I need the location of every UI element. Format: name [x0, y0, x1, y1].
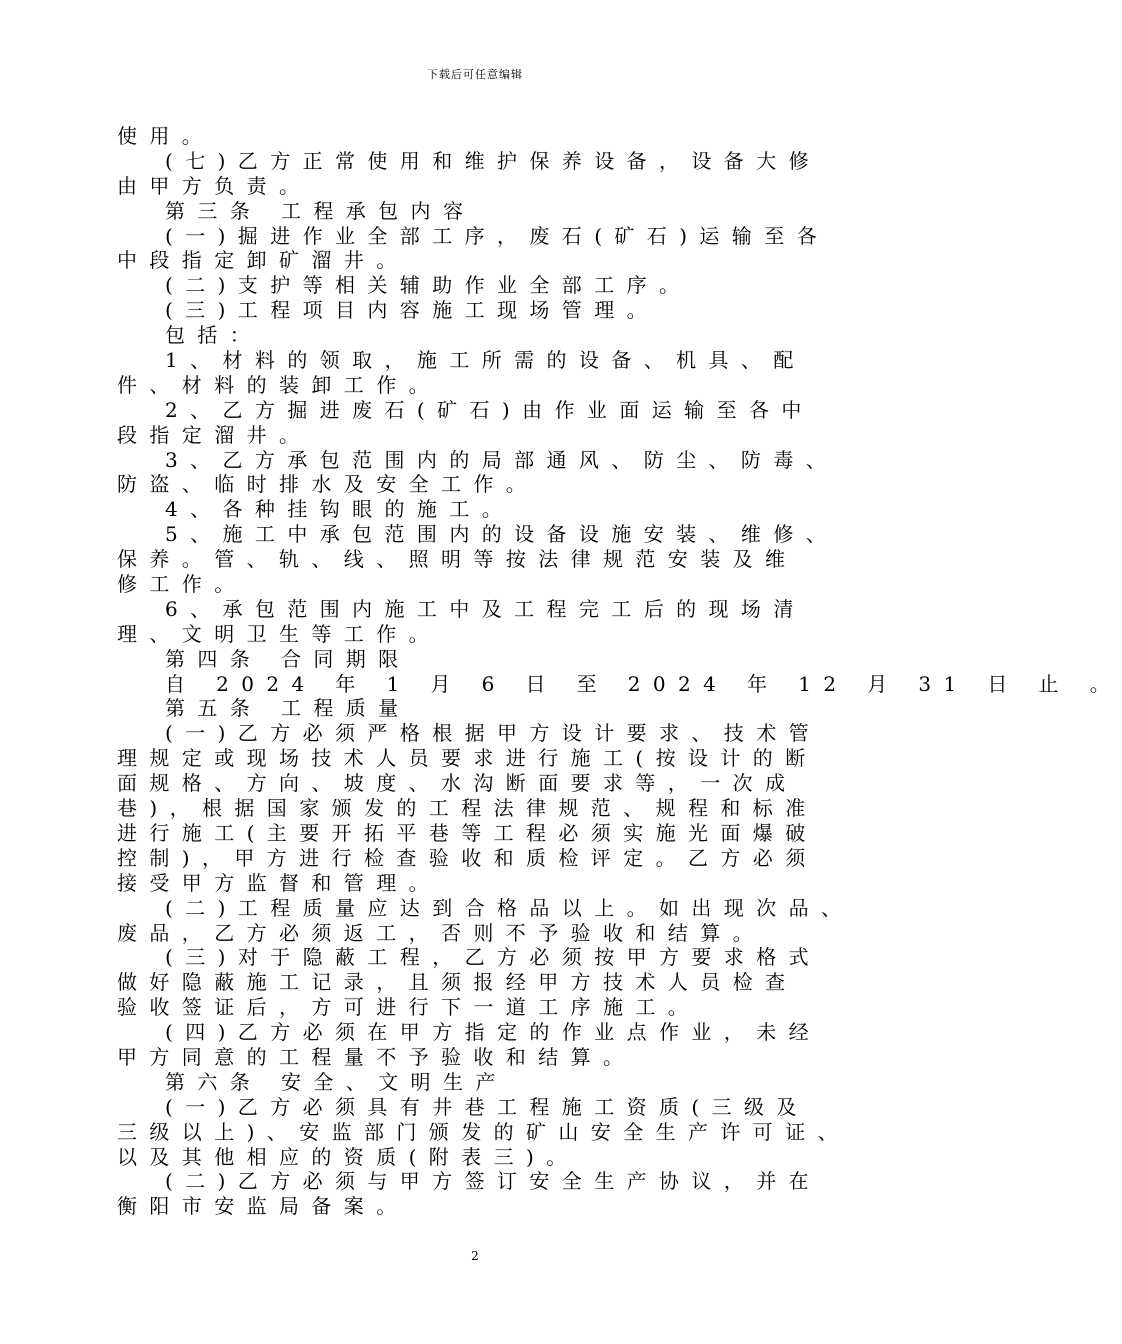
text-line: 中段指定卸矿溜井。 [117, 248, 409, 273]
text-line: (七)乙方正常使用和维护保养设备，设备大修 [165, 148, 822, 173]
text-line: 第六条 安全、文明生产 [165, 1069, 508, 1094]
text-line: 验收签证后，方可进行下一道工序施工。 [117, 995, 701, 1020]
text-line: 三级以上)、安监部门颁发的矿山安全生产许可证、 [117, 1119, 851, 1144]
text-line: (一)掘进作业全部工序，废石(矿石)运输至各 [165, 223, 830, 248]
text-line: (三)工程项目内容施工现场管理。 [165, 298, 660, 323]
text-line: 理、文明卫生等工作。 [117, 621, 441, 646]
text-line: 由甲方负责。 [117, 173, 312, 198]
text-line: 衡阳市安监局备案。 [117, 1194, 409, 1219]
text-line: 5、施工中承包范围内的设备设施安装、维修、 [165, 522, 839, 547]
text-line: 修工作。 [117, 572, 247, 597]
text-line: 件、材料的装卸工作。 [117, 372, 441, 397]
text-line: (三)对于隐蔽工程，乙方必须按甲方要求格式 [165, 945, 822, 970]
text-line: 3、乙方承包范围内的局部通风、防尘、防毒、 [165, 447, 839, 472]
text-line: 甲方同意的工程量不予验收和结算。 [117, 1044, 636, 1069]
text-line: 理规定或现场技术人员要求进行施工(按设计的断 [117, 746, 818, 771]
page-number: 2 [471, 1249, 479, 1263]
text-line: 进行施工(主要开拓平巷等工程必须实施光面爆破 [117, 820, 818, 845]
text-line: (一)乙方必须严格根据甲方设计要求、技术管 [165, 721, 822, 746]
text-line: 6、承包范围内施工中及工程完工后的现场清 [165, 596, 806, 621]
text-line: (二)乙方必须与甲方签订安全生产协议，并在 [165, 1169, 822, 1194]
text-line: 保养。管、轨、线、照明等按法律规范安装及维 [117, 547, 798, 572]
text-line: 做好隐蔽施工记录，且须报经甲方技术人员检查 [117, 970, 798, 995]
text-line: (二)工程质量应达到合格品以上。如出现次品、 [165, 895, 854, 920]
text-line: (一)乙方必须具有井巷工程施工资质(三级及 [165, 1094, 809, 1119]
text-line: 第五条 工程质量 [165, 696, 411, 721]
text-line: 控制)，甲方进行检查验收和质检评定。乙方必须 [117, 845, 818, 870]
text-line: (二)支护等相关辅助作业全部工序。 [165, 273, 692, 298]
text-line: 面规格、方向、坡度、水沟断面要求等，一次成 [117, 771, 798, 796]
text-line: 使用。 [117, 124, 215, 148]
text-line: 废品，乙方必须返工，否则不予验收和结算。 [117, 920, 765, 945]
text-line: 第三条 工程承包内容 [165, 198, 476, 223]
text-line: 接受甲方监督和管理。 [117, 870, 441, 895]
text-line: 段指定溜井。 [117, 422, 312, 447]
document-body [117, 124, 1122, 1219]
text-line: 第四条 合同期限 [165, 646, 411, 671]
page-header: 下载后可任意编辑 [427, 68, 523, 81]
text-line: 包括： [165, 323, 263, 348]
text-line: 4、各种挂钩眼的施工。 [165, 497, 515, 522]
text-line: 巷)，根据国家颁发的工程法律规范、规程和标准 [117, 796, 818, 821]
text-line: 以及其他相应的资质(附表三)。 [117, 1144, 579, 1169]
text-line: 1、材料的领取，施工所需的设备、机具、配 [165, 348, 806, 373]
text-line: (四)乙方必须在甲方指定的作业点作业，未经 [165, 1020, 822, 1045]
text-line: 2、乙方掘进废石(矿石)由作业面运输至各中 [165, 397, 814, 422]
text-line: 自 2024 年 1 月 6 日 至 2024 年 12 月 31 日 止 。 [165, 671, 1122, 696]
text-line: 防盗、临时排水及安全工作。 [117, 472, 539, 497]
